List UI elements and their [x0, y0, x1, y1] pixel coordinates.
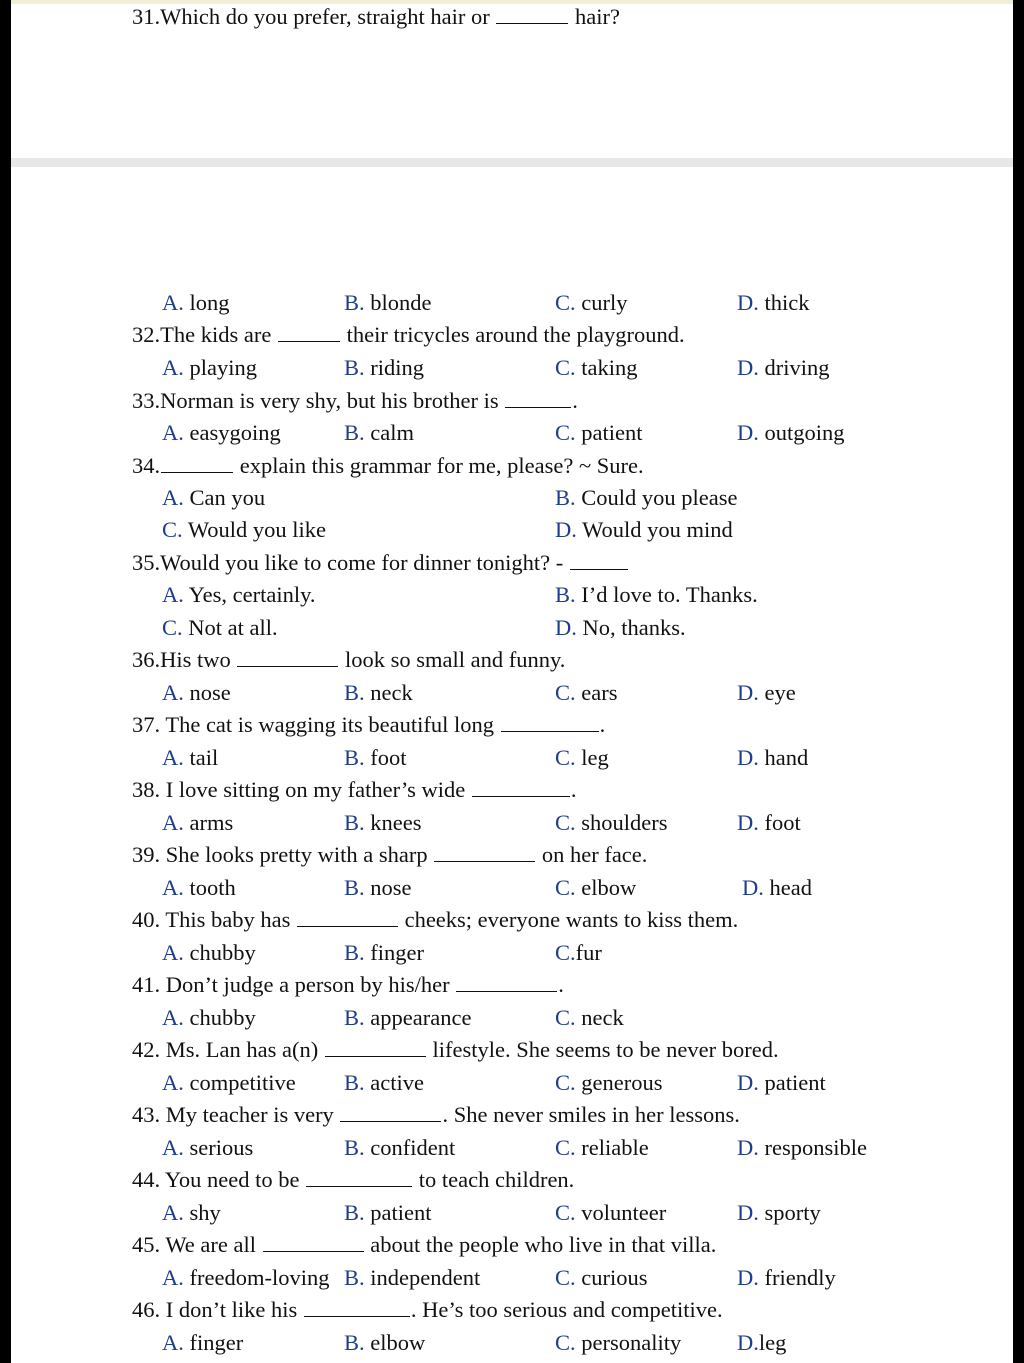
question-35: 35.Would you like to come for dinner tonight? - [132, 549, 629, 577]
question-32: 32.The kids are their tricycles around the playground. [132, 322, 685, 347]
option-41-b: B. appearance [344, 1005, 472, 1030]
question-31: 31.Which do you prefer, straight hair or hair? [132, 4, 620, 29]
option-37-c: C. leg [555, 745, 609, 770]
question-41: 41. Don’t judge a person by his/her . [132, 972, 564, 997]
option-37-b: B. foot [344, 745, 407, 770]
option-39-c: C. elbow [555, 875, 637, 900]
option-38-b: B. knees [344, 810, 422, 835]
option-40-c: C.fur [555, 940, 602, 965]
question-33: 33.Norman is very shy, but his brother is . [132, 388, 578, 413]
option-35-c: C. Not at all. [162, 615, 278, 640]
option-42-b: B. active [344, 1070, 424, 1095]
option-31-a: A. long [162, 290, 230, 315]
option-33-a: A. easygoing [162, 420, 281, 445]
option-44-a: A. shy [162, 1200, 221, 1225]
option-31-c: C. curly [555, 290, 628, 315]
option-34-b: B. Could you please [555, 485, 738, 510]
option-35-b: B. I’d love to. Thanks. [555, 582, 758, 607]
option-38-c: C. shoulders [555, 810, 668, 835]
option-33-d: D. outgoing [737, 420, 845, 445]
question-42: 42. Ms. Lan has a(n) lifestyle. She seems to be never bored. [132, 1037, 779, 1062]
option-45-d: D. friendly [737, 1265, 836, 1290]
option-33-c: C. patient [555, 420, 643, 445]
option-32-a: A. playing [162, 355, 257, 380]
option-37-a: A. tail [162, 745, 219, 770]
option-36-b: B. neck [344, 680, 413, 705]
option-45-c: C. curious [555, 1265, 648, 1290]
question-46: 46. I don’t like his . He’s too serious and competitive. [132, 1297, 723, 1322]
option-34-c: C. Would you like [162, 517, 327, 542]
option-44-b: B. patient [344, 1200, 432, 1225]
option-39-d: D. head [742, 875, 812, 900]
option-43-b: B. confident [344, 1135, 456, 1160]
option-42-d: D. patient [737, 1070, 826, 1095]
option-35-a: A. Yes, certainly. [162, 582, 316, 607]
question-45: 45. We are all about the people who live in that villa. [132, 1232, 717, 1257]
option-44-c: C. volunteer [555, 1200, 667, 1225]
question-40: 40. This baby has cheeks; everyone wants to kiss them. [132, 907, 739, 932]
question-38: 38. I love sitting on my father’s wide . [132, 777, 577, 802]
option-38-d: D. foot [737, 810, 801, 835]
option-43-c: C. reliable [555, 1135, 649, 1160]
option-45-b: B. independent [344, 1265, 481, 1290]
option-46-c: C. personality [555, 1330, 682, 1355]
option-36-c: C. ears [555, 680, 618, 705]
option-31-d: D. thick [737, 290, 810, 315]
option-31-b: B. blonde [344, 290, 432, 315]
page-divider [11, 158, 1013, 167]
option-32-c: C. taking [555, 355, 638, 380]
question-39: 39. She looks pretty with a sharp on her face. [132, 842, 648, 867]
option-44-d: D. sporty [737, 1200, 821, 1225]
option-36-a: A. nose [162, 680, 231, 705]
worksheet-page [11, 0, 1013, 1363]
option-40-b: B. finger [344, 940, 424, 965]
question-44: 44. You need to be to teach children. [132, 1167, 575, 1192]
question-34: 34. explain this grammar for me, please? ~ Sure. [132, 453, 644, 478]
option-33-b: B. calm [344, 420, 414, 445]
option-39-a: A. tooth [162, 875, 236, 900]
option-36-d: D. eye [737, 680, 796, 705]
option-37-d: D. hand [737, 745, 809, 770]
option-43-a: A. serious [162, 1135, 254, 1160]
option-38-a: A. arms [162, 810, 234, 835]
option-43-d: D. responsible [737, 1135, 867, 1160]
question-36: 36.His two look so small and funny. [132, 647, 566, 672]
question-37: 37. The cat is wagging its beautiful long . [132, 712, 606, 737]
option-40-a: A. chubby [162, 940, 256, 965]
option-34-d: D. Would you mind [555, 517, 733, 542]
option-45-a: A. freedom-loving [162, 1265, 330, 1290]
option-32-d: D. driving [737, 355, 830, 380]
option-32-b: B. riding [344, 355, 425, 380]
option-42-c: C. generous [555, 1070, 663, 1095]
option-34-a: A. Can you [162, 485, 266, 510]
option-35-d: D. No, thanks. [555, 615, 686, 640]
option-41-c: C. neck [555, 1005, 624, 1030]
option-39-b: B. nose [344, 875, 412, 900]
option-42-a: A. competitive [162, 1070, 296, 1095]
option-46-a: A. finger [162, 1330, 244, 1355]
option-41-a: A. chubby [162, 1005, 256, 1030]
option-46-b: B. elbow [344, 1330, 426, 1355]
question-43: 43. My teacher is very . She never smiles in her lessons. [132, 1102, 740, 1127]
option-46-d: D.leg [737, 1330, 787, 1355]
